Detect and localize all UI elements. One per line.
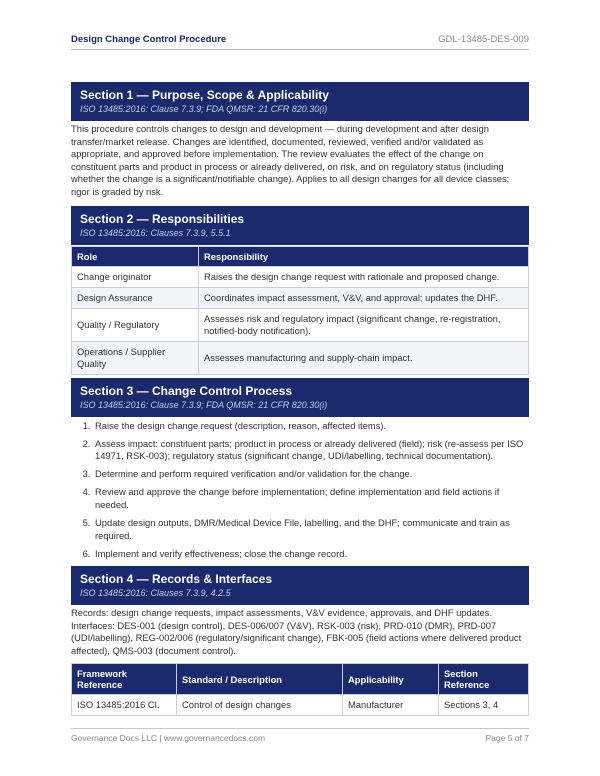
process-steps-list bbox=[71, 420, 529, 561]
list-item: 4. Review and approve the change before implementation; define implementation and field actions if needed. bbox=[93, 486, 529, 511]
section-3-title: Section 3 — Change Control Process bbox=[80, 383, 293, 398]
column-header-section-reference: Section Reference bbox=[439, 664, 529, 695]
list-item: 3. Determine and perform required verification and/or validation for the change. bbox=[93, 468, 529, 481]
table-header-row bbox=[72, 246, 529, 266]
section-1-header bbox=[71, 82, 529, 121]
page-header bbox=[71, 33, 529, 50]
table-row bbox=[72, 695, 529, 716]
section-1-reference: ISO 13485:2016: Clause 7.3.9; FDA QMSR: 21 CFR 820.30(i) bbox=[80, 104, 328, 114]
responsibility-cell: Assesses manufacturing and supply-chain impact. bbox=[199, 341, 529, 374]
section-4-header bbox=[71, 566, 529, 605]
section-2-header bbox=[71, 206, 529, 245]
column-header-responsibility: Responsibility bbox=[199, 246, 529, 266]
section-reference-cell: Sections 3, 4 bbox=[439, 695, 529, 716]
column-header-role: Role bbox=[72, 246, 199, 266]
responsibility-cell: Coordinates impact assessment, V&V, and approval; updates the DHF. bbox=[199, 287, 529, 308]
applicability-cell: Manufacturer bbox=[343, 695, 439, 716]
document-body bbox=[71, 82, 529, 716]
section-3-header bbox=[71, 378, 529, 417]
section-3-reference: ISO 13485:2016: Clause 7.3.9; FDA QMSR: 21 CFR 820.30(i) bbox=[80, 399, 328, 410]
column-header-standard-description: Standard / Description bbox=[177, 664, 343, 695]
footer-company: Governance Docs LLC | www.governancedocs.com bbox=[71, 733, 266, 743]
framework-reference-table bbox=[71, 663, 529, 716]
section-4-title: Section 4 — Records & Interfaces bbox=[80, 571, 273, 586]
role-cell: Design Assurance bbox=[72, 287, 199, 308]
table-row bbox=[72, 266, 529, 287]
list-item: 2. Assess impact: constituent parts; product in process or already delivered (field); risk (re-assess per ISO 14971, RSK-003); regulatory status (significant change, UDI/labelling, technical documentation). bbox=[93, 438, 529, 463]
table-row bbox=[72, 287, 529, 308]
section-4-body: Records: design change requests, impact assessments, V&V evidence, approvals, and DHF updates. Interfaces: DES-001 (design control), DES-006/007 (V&V), RSK-003 (risk), PRD-010 (DMR), PRD-007 (UDI/labelling), REG-002/006 (regulatory/significant change), FBK-005 (field actions where delivered product affected), QMS-003 (document control). bbox=[71, 606, 522, 656]
list-item: 1. Raise the design change request (description, reason, affected items). bbox=[93, 420, 529, 433]
column-header-framework-reference: Framework Reference bbox=[72, 664, 177, 695]
section-2-reference: ISO 13485:2016: Clauses 7.3.9, 5.5.1 bbox=[80, 227, 231, 238]
responsibilities-table bbox=[71, 246, 529, 375]
section-2-title: Section 2 — Responsibilities bbox=[80, 211, 245, 226]
standard-description-cell: Control of design changes bbox=[177, 695, 343, 716]
page-footer bbox=[71, 728, 529, 743]
list-item: 6. Implement and verify effectiveness; close the change record. bbox=[93, 548, 529, 561]
framework-reference-cell: ISO 13485:2016 Cl. bbox=[72, 695, 177, 716]
page-number: Page 5 of 7 bbox=[485, 733, 529, 743]
section-4-reference: ISO 13485:2016: Clauses 7.3.9, 4.2.5 bbox=[80, 587, 231, 598]
list-item: 5. Update design outputs, DMR/Medical Device File, labelling, and the DHF; communicate and train as required. bbox=[93, 517, 529, 542]
section-1-body: This procedure controls changes to design and development — during development and after design transfer/market release. Changes are identified, documented, reviewed, verified and/or validated as appropriate, and approved before implementation. The review evaluates the effect of the change on constituent parts and product in process or already delivered, on risk, and on regulatory status (including whether the change is a significant/notifiable change). Applies to all design changes for all device classes; rigor is graded by risk. bbox=[71, 123, 510, 197]
section-1-title: Section 1 — Purpose, Scope & Applicability bbox=[80, 88, 329, 102]
column-header-applicability: Applicability bbox=[343, 664, 439, 695]
role-cell: Change originator bbox=[72, 266, 199, 287]
table-header-row bbox=[72, 664, 529, 695]
document-code: GDL-13485-DES-009 bbox=[438, 34, 529, 45]
table-row bbox=[72, 341, 529, 374]
table-row bbox=[72, 308, 529, 341]
document-title: Design Change Control Procedure bbox=[71, 34, 227, 45]
role-cell: Operations / Supplier Quality bbox=[72, 341, 199, 374]
responsibility-cell: Raises the design change request with rationale and proposed change. bbox=[199, 266, 529, 287]
responsibility-cell: Assesses risk and regulatory impact (significant change, re-registration, notified-body notification). bbox=[199, 308, 529, 341]
role-cell: Quality / Regulatory bbox=[72, 308, 199, 341]
